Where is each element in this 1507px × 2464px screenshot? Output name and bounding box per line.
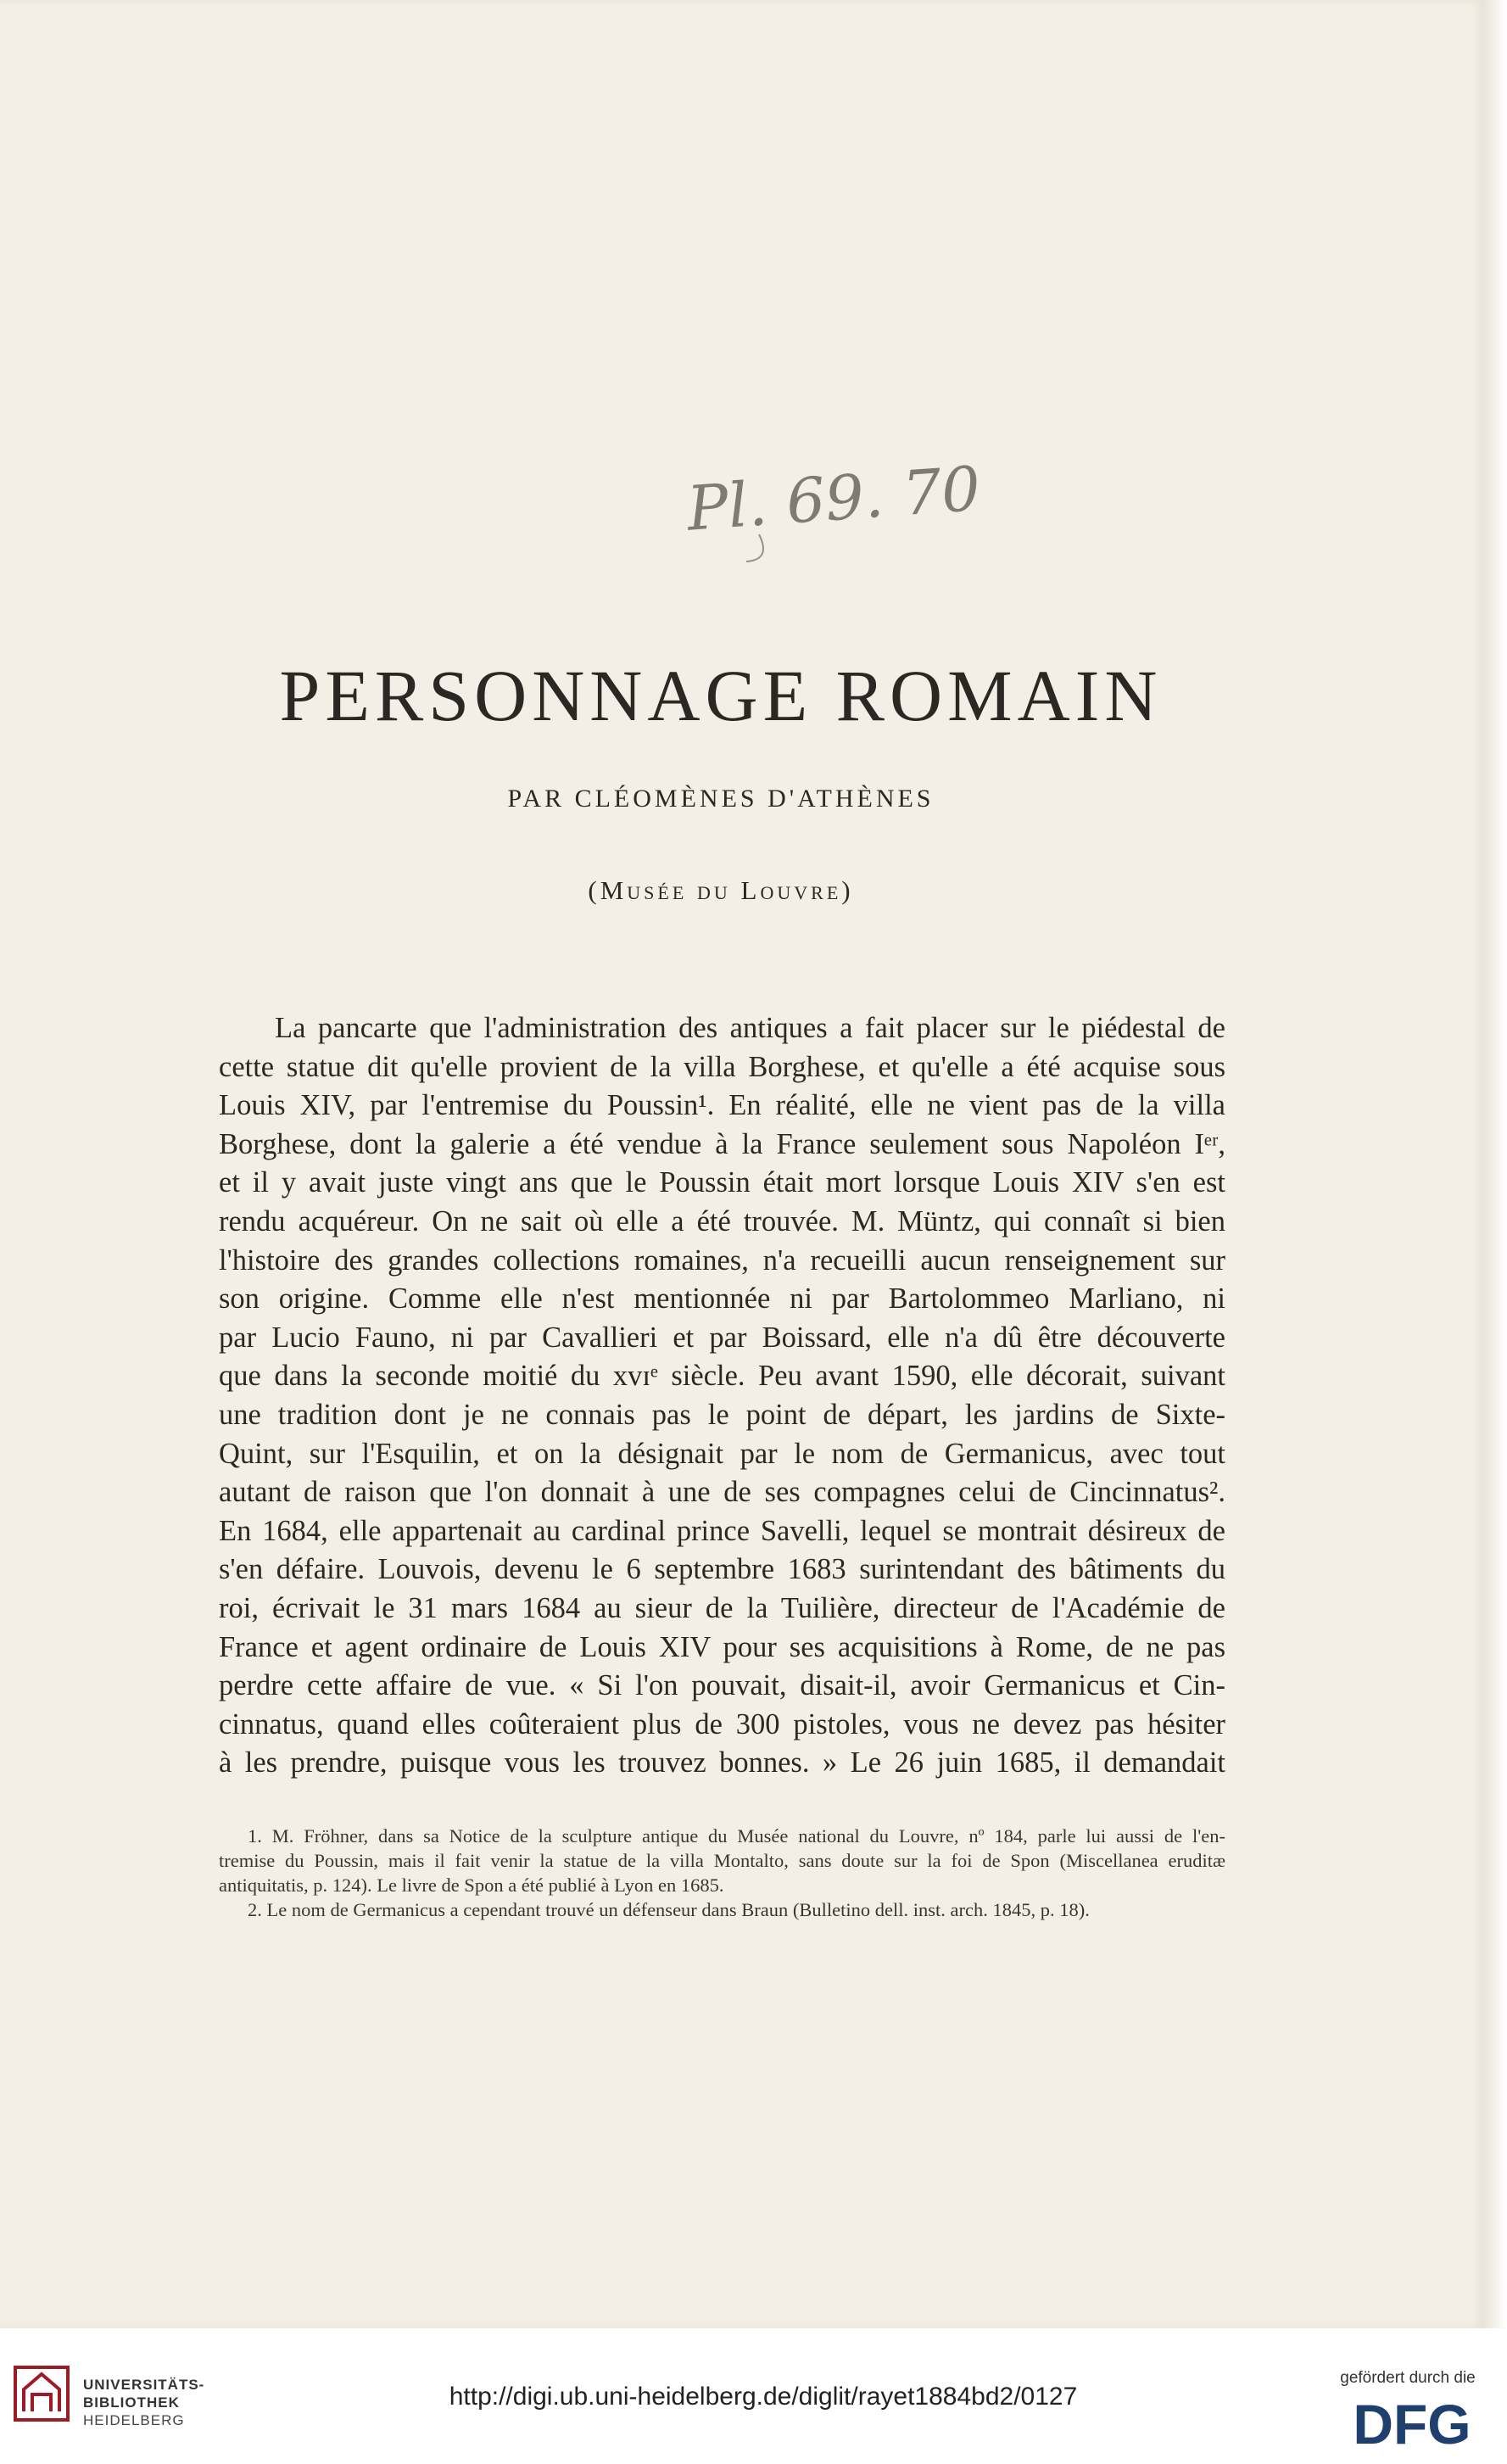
body-line: par Lucio Fauno, ni par Cavallieri et par Boissard, elle n'a dû être découverte [219,1321,1225,1354]
sponsor-label: gefördert durch die [1340,2369,1476,2387]
body-line: Louis XIV, par l'entremise du Poussin¹. En réalité, elle ne vient pas de la villa [219,1089,1225,1122]
footnote-line: tremise du Poussin, mais il fait venir la statue de la villa Montalto, sans doute sur la foi de Spon (Miscellanea eruditæ [219,1850,1225,1871]
body-line: son origine. Comme elle n'est mentionnée ni par Bartolommeo Marliano, ni [219,1282,1225,1316]
library-name-line: UNIVERSITÄTS- [83,2377,205,2393]
body-line: et il y avait juste vingt ans que le Poussin était mort lorsque Louis XIV s'en est [219,1166,1225,1199]
pencil-annotation-logo [678,433,983,568]
permalink-url[interactable]: http://digi.ub.uni-heidelberg.de/diglit/rayet1884bd2/0127 [449,2383,1078,2411]
article-location: (Musée du Louvre) [588,875,854,905]
library-name [83,2376,204,2429]
body-line: cinnatus, quand elles coûteraient plus de 300 pistoles, vous ne devez pas hésiter [219,1707,1225,1740]
footnote-line: 2. Le nom de Germanicus a cependant trouvé un défenseur dans Braun (Bulletino dell. inst. arch. 1845, p. 18). [248,1899,1090,1920]
body-line: perdre cette affaire de vue. « Si l'on pouvait, disait-il, avoir Germanicus et Cin- [219,1669,1225,1702]
dfg-logo-text: DFG [1353,2393,1471,2456]
library-name-line: BIBLIOTHEK [83,2394,180,2411]
body-line: cette statue dit qu'elle provient de la villa Borghese, et qu'elle a été acquise sous [219,1050,1225,1083]
body-line: roi, écrivait le 31 mars 1684 au sieur de la Tuilière, directeur de l'Académie de [219,1591,1225,1624]
dfg-logo[interactable] [1340,2393,1484,2456]
body-line: à les prendre, puisque vous les trouvez bonnes. » Le 26 juin 1685, il demandait [219,1746,1225,1780]
footnote-line: antiquitatis, p. 124). Le livre de Spon a été publié à Lyon en 1685. [219,1875,724,1896]
page-edge [1482,0,1507,2328]
body-line: une tradition dont je ne connais pas le point de départ, les jardins de Sixte- [219,1398,1225,1431]
digitization-footer [0,2328,1507,2464]
footnote-line: 1. M. Fröhner, dans sa Notice de la sculpture antique du Musée national du Louvre, nº 184, parle lui aussi de l'en- [248,1825,1225,1847]
body-line: En 1684, elle appartenait au cardinal prince Savelli, lequel se montrait désireux de [219,1514,1225,1547]
body-line: rendu acquéreur. On ne sait où elle a été trouvée. M. Müntz, qui connaît si bien [219,1204,1225,1238]
body-line: que dans la seconde moitié du xvɪᵉ siècle. Peu avant 1590, elle décorait, suivant [219,1360,1225,1393]
footnotes [219,1824,1225,1922]
article-author: PAR CLÉOMÈNES D'ATHÈNES [507,785,935,813]
body-line: Quint, sur l'Esquilin, et on la désignait par le nom de Germanicus, avec tout [219,1437,1225,1470]
library-logo-icon[interactable] [12,2364,71,2423]
library-name-line: HEIDELBERG [83,2412,185,2428]
body-line: La pancarte que l'administration des antiques a fait placer sur le piédestal de [275,1012,1225,1044]
body-line: autant de raison que l'on donnait à une de ses compagnes celui de Cincinnatus². [219,1476,1225,1509]
body-line: s'en défaire. Louvois, devenu le 6 septembre 1683 surintendant des bâtiments du [219,1553,1225,1586]
body-text [219,1009,1225,1783]
body-line: France et agent ordinaire de Louis XIV pour ses acquisitions à Rome, de ne pas [219,1630,1225,1663]
svg-text:Pl. 69. 70: Pl. 69. 70 [684,452,983,545]
body-line: l'histoire des grandes collections romaines, n'a recueilli aucun renseignement sur [219,1243,1225,1277]
body-line: Borghese, dont la galerie a été vendue à la France seulement sous Napoléon Iᵉʳ, [219,1127,1225,1160]
article-title: PERSONNAGE ROMAIN [279,655,1163,736]
